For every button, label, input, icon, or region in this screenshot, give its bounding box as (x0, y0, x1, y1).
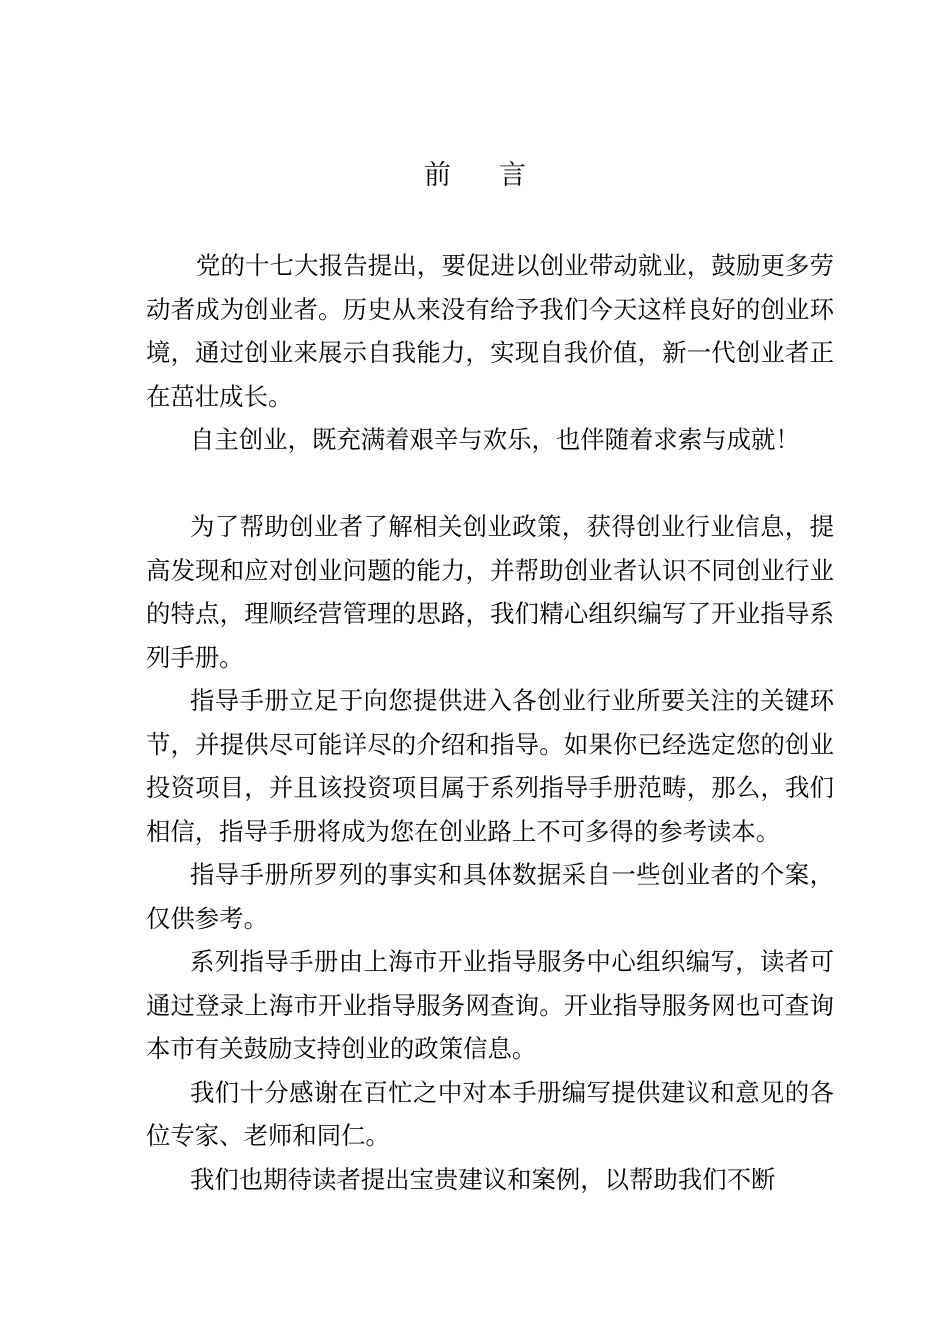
page-title-part-2: 言 (499, 160, 526, 191)
paragraph-6: 系列指导手册由上海市开业指导服务中心组织编写，读者可通过登录上海市开业指导服务网查询。开业指导服务网也可查询本市有关鼓励支持创业的政策信息。 (146, 947, 834, 1063)
page-title (0, 156, 950, 196)
paragraph-7: 我们十分感谢在百忙之中对本手册编写提供建议和意见的各位专家、老师和同仁。 (146, 1077, 834, 1150)
paragraph-5: 指导手册所罗列的事实和具体数据采自一些创业者的个案，仅供参考。 (146, 860, 834, 933)
paragraph-3: 为了帮助创业者了解相关创业政策，获得创业行业信息，提高发现和应对创业问题的能力，并帮助创业者认识不同创业行业的特点，理顺经营管理的思路，我们精心组织编写了开业指导系列手册。 (146, 512, 834, 672)
paragraph-8: 我们也期待读者提出宝贵建议和案例，以帮助我们不断 (190, 1164, 776, 1194)
paragraph-1: 党的十七大报告提出，要促进以创业带动就业，鼓励更多劳动者成为创业者。历史从来没有给予我们今天这样良好的创业环境，通过创业来展示自我能力，实现自我价值，新一代创业者正在茁壮成长。 (146, 251, 834, 411)
page-title-part-1: 前 (424, 160, 451, 191)
paragraph-2: 自主创业，既充满着艰辛与欢乐，也伴随着求索与成就！ (190, 425, 800, 454)
document-body (146, 244, 834, 1201)
paragraph-4: 指导手册立足于向您提供进入各创业行业所要关注的关键环节，并提供尽可能详尽的介绍和指导。如果你已经选定您的创业投资项目，并且该投资项目属于系列指导手册范畴，那么，我们相信，指导手册将成为您在创业路上不可多得的参考读本。 (146, 686, 834, 846)
